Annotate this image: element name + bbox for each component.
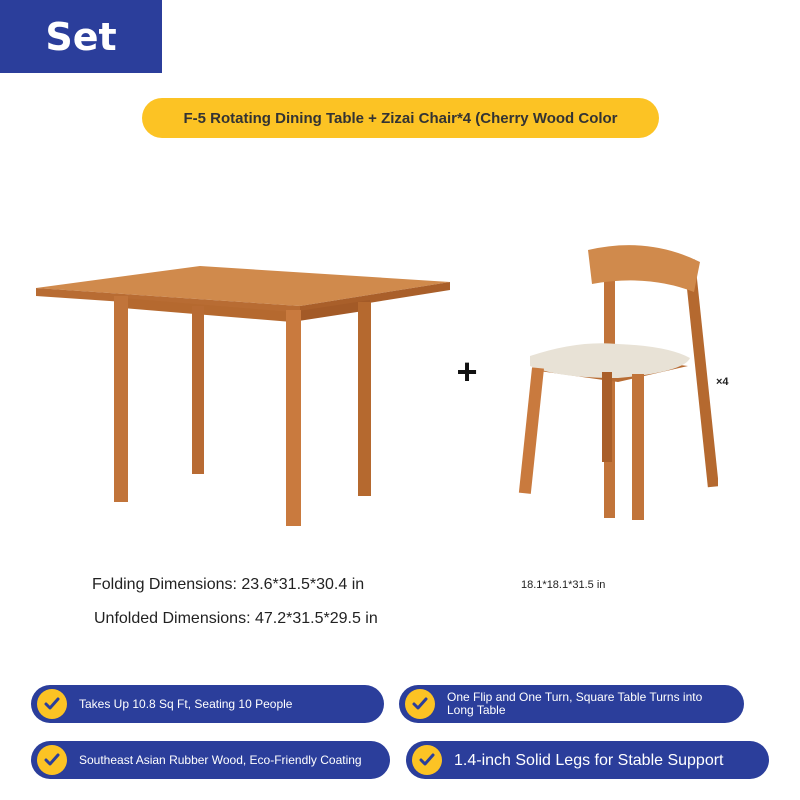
chair-front-leg xyxy=(632,374,644,520)
dining-table-image xyxy=(30,260,460,535)
folding-dimensions: Folding Dimensions: 23.6*31.5*30.4 in xyxy=(92,576,365,593)
checkmark-icon xyxy=(405,689,435,719)
checkmark-icon xyxy=(412,745,442,775)
product-title: F-5 Rotating Dining Table + Zizai Chair*4 (Cherry Wood Color xyxy=(183,109,618,127)
feature-text: One Flip and One Turn, Square Table Turns into Long Table xyxy=(447,690,703,717)
feature-text: Southeast Asian Rubber Wood, Eco-Friendly Coating xyxy=(79,752,362,767)
feature-badge xyxy=(31,685,384,723)
chair-dimensions: 18.1*18.1*31.5 in xyxy=(521,579,606,591)
feature-badge xyxy=(399,685,744,723)
table-leg xyxy=(358,302,371,496)
table-leg xyxy=(192,306,204,474)
chair-front-leg xyxy=(519,367,544,494)
checkmark-icon xyxy=(37,745,67,775)
table-leg xyxy=(286,310,301,526)
set-badge-label: Set xyxy=(45,14,117,59)
table-leg xyxy=(114,296,128,502)
chair-leg xyxy=(602,372,612,462)
plus-icon: + xyxy=(456,351,478,392)
feature-badge xyxy=(406,741,769,779)
feature-badge xyxy=(31,741,390,779)
unfolded-dimensions: Unfolded Dimensions: 47.2*31.5*29.5 in xyxy=(94,610,378,627)
chair-quantity: ×4 xyxy=(716,376,729,388)
chair-image xyxy=(518,240,718,525)
checkmark-icon xyxy=(37,689,67,719)
feature-text: 1.4-inch Solid Legs for Stable Support xyxy=(454,751,724,769)
feature-text: Takes Up 10.8 Sq Ft, Seating 10 People xyxy=(79,696,293,711)
chair-back-leg xyxy=(684,259,718,487)
